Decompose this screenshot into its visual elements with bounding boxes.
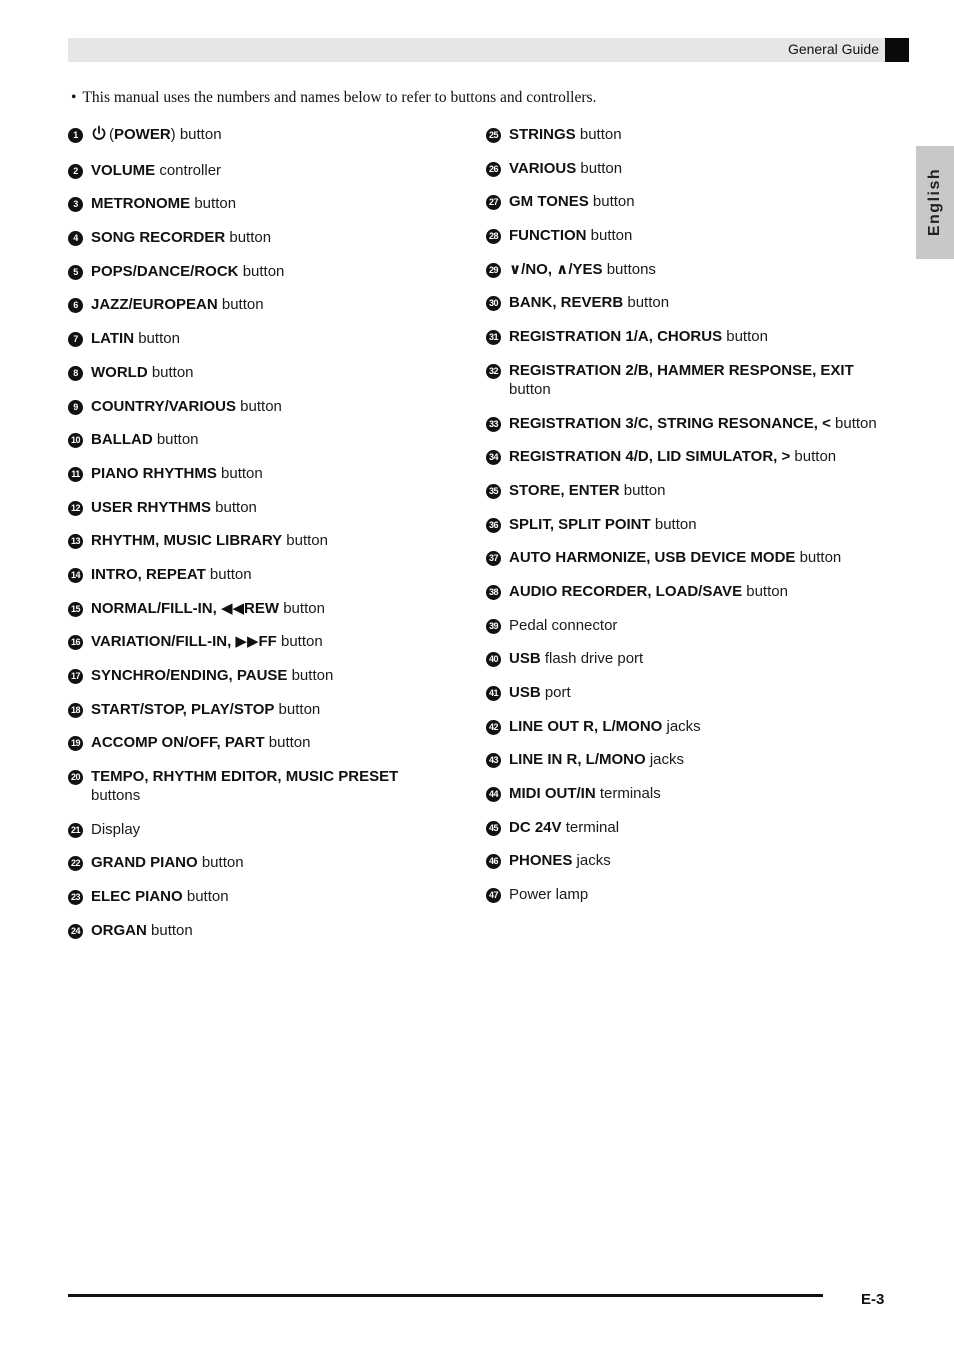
- item-number-badge: 19: [68, 736, 83, 751]
- item-number-badge: 24: [68, 924, 83, 939]
- item-number-badge: 30: [486, 296, 501, 311]
- item-number-badge: 5: [68, 265, 83, 280]
- item-description: button: [238, 262, 285, 280]
- list-item: [486, 548, 886, 567]
- list-item: [68, 498, 448, 517]
- item-description: button: [623, 294, 670, 312]
- item-number-badge: 10: [68, 433, 83, 448]
- item-name: AUDIO RECORDER, LOAD/SAVE: [509, 582, 743, 600]
- item-name: WORLD: [91, 363, 148, 381]
- item-name: AUTO HARMONIZE, USB DEVICE MODE: [509, 549, 796, 567]
- item-name: LATIN: [91, 330, 135, 348]
- item-number-badge: 8: [68, 366, 83, 381]
- item-name: GM TONES: [509, 193, 589, 211]
- item-name: PIANO RHYTHMS: [91, 464, 217, 482]
- item-name: REGISTRATION 4/D, LID SIMULATOR, >: [509, 448, 791, 466]
- item-name: TEMPO, RHYTHM EDITOR, MUSIC PRESET: [91, 768, 399, 786]
- list-item: [486, 885, 886, 904]
- list-item: [68, 632, 448, 651]
- item-name: LINE OUT R, L/MONO: [509, 717, 663, 735]
- item-name: COUNTRY/VARIOUS: [91, 397, 237, 415]
- list-item: [486, 616, 886, 635]
- item-number-badge: 1: [68, 128, 83, 143]
- item-number-badge: 34: [486, 450, 501, 465]
- item-name: VARIATION/FILL-IN, ▶▶FF: [91, 633, 277, 651]
- list-item: [68, 820, 448, 839]
- list-item: [486, 750, 886, 769]
- item-description: jacks: [662, 717, 701, 735]
- item-description: ) button: [170, 126, 222, 143]
- item-description: Power lamp: [509, 886, 589, 904]
- item-name: PHONES: [509, 852, 573, 870]
- item-name: POPS/DANCE/ROCK: [91, 262, 239, 280]
- item-number-badge: 31: [486, 330, 501, 345]
- item-number-badge: 36: [486, 518, 501, 533]
- list-item: [486, 414, 886, 433]
- list-item: [486, 447, 886, 466]
- item-number-badge: 12: [68, 501, 83, 516]
- list-item: [486, 582, 886, 601]
- list-item: [68, 329, 448, 348]
- item-number-badge: 6: [68, 298, 83, 313]
- item-number-badge: 33: [486, 417, 501, 432]
- list-item: [486, 192, 886, 211]
- item-name: STRINGS: [509, 126, 576, 143]
- item-name: VARIOUS: [509, 159, 577, 177]
- item-name: START/STOP, PLAY/STOP: [91, 700, 275, 718]
- item-number-badge: 29: [486, 263, 501, 278]
- item-number-badge: 17: [68, 669, 83, 684]
- list-item: [68, 125, 448, 146]
- list-item: [68, 767, 448, 805]
- item-description: button: [274, 700, 321, 718]
- item-description: button: [205, 565, 252, 583]
- item-name: VOLUME: [91, 161, 156, 179]
- list-item: [68, 228, 448, 247]
- list-item: [68, 295, 448, 314]
- item-number-badge: 22: [68, 856, 83, 871]
- list-item: [68, 700, 448, 719]
- item-number-badge: 13: [68, 534, 83, 549]
- item-description: controller: [155, 161, 222, 179]
- item-name: USER RHYTHMS: [91, 498, 212, 516]
- item-number-badge: 41: [486, 686, 501, 701]
- power-icon: [91, 125, 107, 146]
- item-name: MIDI OUT/IN: [509, 785, 596, 803]
- item-name: RHYTHM, MUSIC LIBRARY: [91, 532, 283, 550]
- list-item: [68, 853, 448, 872]
- item-number-badge: 37: [486, 551, 501, 566]
- left-item-list: [68, 125, 448, 955]
- list-item: [68, 733, 448, 752]
- item-description: button: [134, 330, 180, 348]
- intro-text: This manual uses the numbers and names below to refer to buttons and controllers.: [82, 89, 597, 106]
- item-description: button: [182, 888, 229, 906]
- item-name: SYNCHRO/ENDING, PAUSE: [91, 667, 288, 684]
- item-description: button: [197, 854, 244, 872]
- item-name: JAZZ/EUROPEAN: [91, 296, 218, 314]
- header-bar: [68, 38, 909, 62]
- item-number-badge: 44: [486, 787, 501, 802]
- item-name: SONG RECORDER: [91, 229, 226, 247]
- item-number-badge: 18: [68, 703, 83, 718]
- item-description: button: [619, 481, 666, 499]
- item-number-badge: 32: [486, 364, 501, 379]
- item-description: button: [830, 414, 877, 432]
- item-description: button: [236, 397, 282, 415]
- footer-rule: [68, 1294, 823, 1297]
- item-description: button: [575, 126, 622, 143]
- item-number-badge: 47: [486, 888, 501, 903]
- item-name: ORGAN: [91, 921, 147, 939]
- list-item: [486, 361, 886, 399]
- item-number-badge: 9: [68, 400, 83, 415]
- item-number-badge: 45: [486, 821, 501, 836]
- list-item: [68, 262, 448, 281]
- item-description: Display: [91, 820, 141, 838]
- item-name: POWER: [114, 126, 171, 143]
- list-item: [68, 565, 448, 584]
- item-number-badge: 4: [68, 231, 83, 246]
- item-description: button: [722, 328, 768, 346]
- item-prefix: (: [109, 126, 114, 143]
- list-item: [68, 464, 448, 483]
- item-description: button: [282, 532, 328, 550]
- item-name: REGISTRATION 2/B, HAMMER RESPONSE, EXIT: [509, 361, 854, 379]
- item-number-badge: 15: [68, 602, 83, 617]
- item-description: button: [211, 498, 257, 516]
- item-name: METRONOME: [91, 195, 191, 213]
- item-description: terminal: [561, 818, 620, 836]
- intro-paragraph: [71, 89, 596, 107]
- item-name: USB: [509, 650, 541, 668]
- list-item: [486, 515, 886, 534]
- list-item: [486, 327, 886, 346]
- item-name: BANK, REVERB: [509, 294, 624, 312]
- item-number-badge: 35: [486, 484, 501, 499]
- language-label: English: [926, 167, 943, 237]
- list-item: [486, 683, 886, 702]
- item-description: button: [146, 921, 193, 939]
- list-item: [68, 194, 448, 213]
- list-item: [486, 226, 886, 245]
- list-item: [486, 159, 886, 178]
- list-item: [486, 784, 886, 803]
- item-number-badge: 39: [486, 619, 501, 634]
- item-number-badge: 20: [68, 770, 83, 785]
- list-item: [486, 260, 886, 279]
- item-number-badge: 27: [486, 195, 501, 210]
- header-black-block: [885, 38, 909, 62]
- list-item: [486, 293, 886, 312]
- list-item: [486, 818, 886, 837]
- bullet-marker: •: [71, 89, 77, 106]
- item-name: REGISTRATION 1/A, CHORUS: [509, 328, 723, 346]
- item-number-badge: 11: [68, 467, 83, 482]
- list-item: [486, 125, 886, 144]
- list-item: [68, 363, 448, 382]
- item-description: button: [276, 633, 323, 651]
- item-description: button: [586, 227, 633, 245]
- list-item: [68, 397, 448, 416]
- list-item: [68, 430, 448, 449]
- item-description: button: [225, 229, 272, 247]
- item-name: SPLIT, SPLIT POINT: [509, 515, 651, 533]
- list-item: [486, 851, 886, 870]
- item-description: button: [217, 296, 264, 314]
- item-description: button: [264, 734, 311, 752]
- item-description: button: [509, 380, 551, 398]
- item-description: button: [279, 599, 325, 617]
- item-number-badge: 7: [68, 332, 83, 347]
- item-name: GRAND PIANO: [91, 854, 198, 872]
- item-description: button: [287, 667, 334, 684]
- list-item: [486, 481, 886, 500]
- item-description: jacks: [645, 751, 685, 769]
- item-number-badge: 43: [486, 753, 501, 768]
- item-description: button: [147, 363, 194, 381]
- item-name: REGISTRATION 3/C, STRING RESONANCE, <: [509, 414, 831, 432]
- language-side-tab: [916, 146, 954, 259]
- item-description: buttons: [602, 260, 656, 278]
- page-number: E-3: [861, 1291, 885, 1308]
- header-title: General Guide: [787, 41, 879, 57]
- item-description: jacks: [572, 852, 611, 870]
- item-description: button: [588, 193, 635, 211]
- item-name: NORMAL/FILL-IN, ◀◀REW: [91, 599, 280, 617]
- item-name: ∨/NO, ∧/YES: [509, 260, 603, 278]
- item-description: port: [540, 684, 571, 701]
- item-name: ELEC PIANO: [91, 888, 183, 906]
- item-name: ACCOMP ON/OFF, PART: [91, 734, 265, 752]
- item-number-badge: 3: [68, 197, 83, 212]
- item-description: button: [795, 549, 842, 567]
- item-number-badge: 14: [68, 568, 83, 583]
- item-description: buttons: [91, 787, 141, 805]
- item-number-badge: 40: [486, 652, 501, 667]
- item-name: BALLAD: [91, 431, 153, 449]
- item-number-badge: 16: [68, 635, 83, 650]
- right-item-list: [486, 125, 886, 919]
- list-item: [68, 161, 448, 180]
- item-number-badge: 25: [486, 128, 501, 143]
- item-name: DC 24V: [509, 818, 562, 836]
- list-item: [68, 666, 448, 685]
- list-item: [68, 531, 448, 550]
- list-item: [486, 649, 886, 668]
- item-description: button: [216, 464, 263, 482]
- item-number-badge: 26: [486, 162, 501, 177]
- list-item: [486, 717, 886, 736]
- item-description: flash drive port: [540, 650, 644, 668]
- item-name: USB: [509, 684, 541, 701]
- list-item: [68, 887, 448, 906]
- item-number-badge: 46: [486, 854, 501, 869]
- item-name: STORE, ENTER: [509, 481, 620, 499]
- item-description: terminals: [595, 785, 661, 803]
- item-description: button: [650, 515, 697, 533]
- item-number-badge: 28: [486, 229, 501, 244]
- item-description: Pedal connector: [509, 616, 618, 634]
- item-number-badge: 42: [486, 720, 501, 735]
- item-name: FUNCTION: [509, 227, 587, 245]
- item-description: button: [152, 431, 199, 449]
- item-number-badge: 23: [68, 890, 83, 905]
- item-name: LINE IN R, L/MONO: [509, 751, 646, 769]
- list-item: [68, 921, 448, 940]
- item-description: button: [790, 448, 837, 466]
- item-description: button: [576, 159, 623, 177]
- list-item: [68, 599, 448, 618]
- item-description: button: [742, 582, 788, 600]
- item-number-badge: 2: [68, 164, 83, 179]
- item-description: button: [190, 195, 237, 213]
- item-number-badge: 21: [68, 823, 83, 838]
- item-name: INTRO, REPEAT: [91, 565, 206, 583]
- item-number-badge: 38: [486, 585, 501, 600]
